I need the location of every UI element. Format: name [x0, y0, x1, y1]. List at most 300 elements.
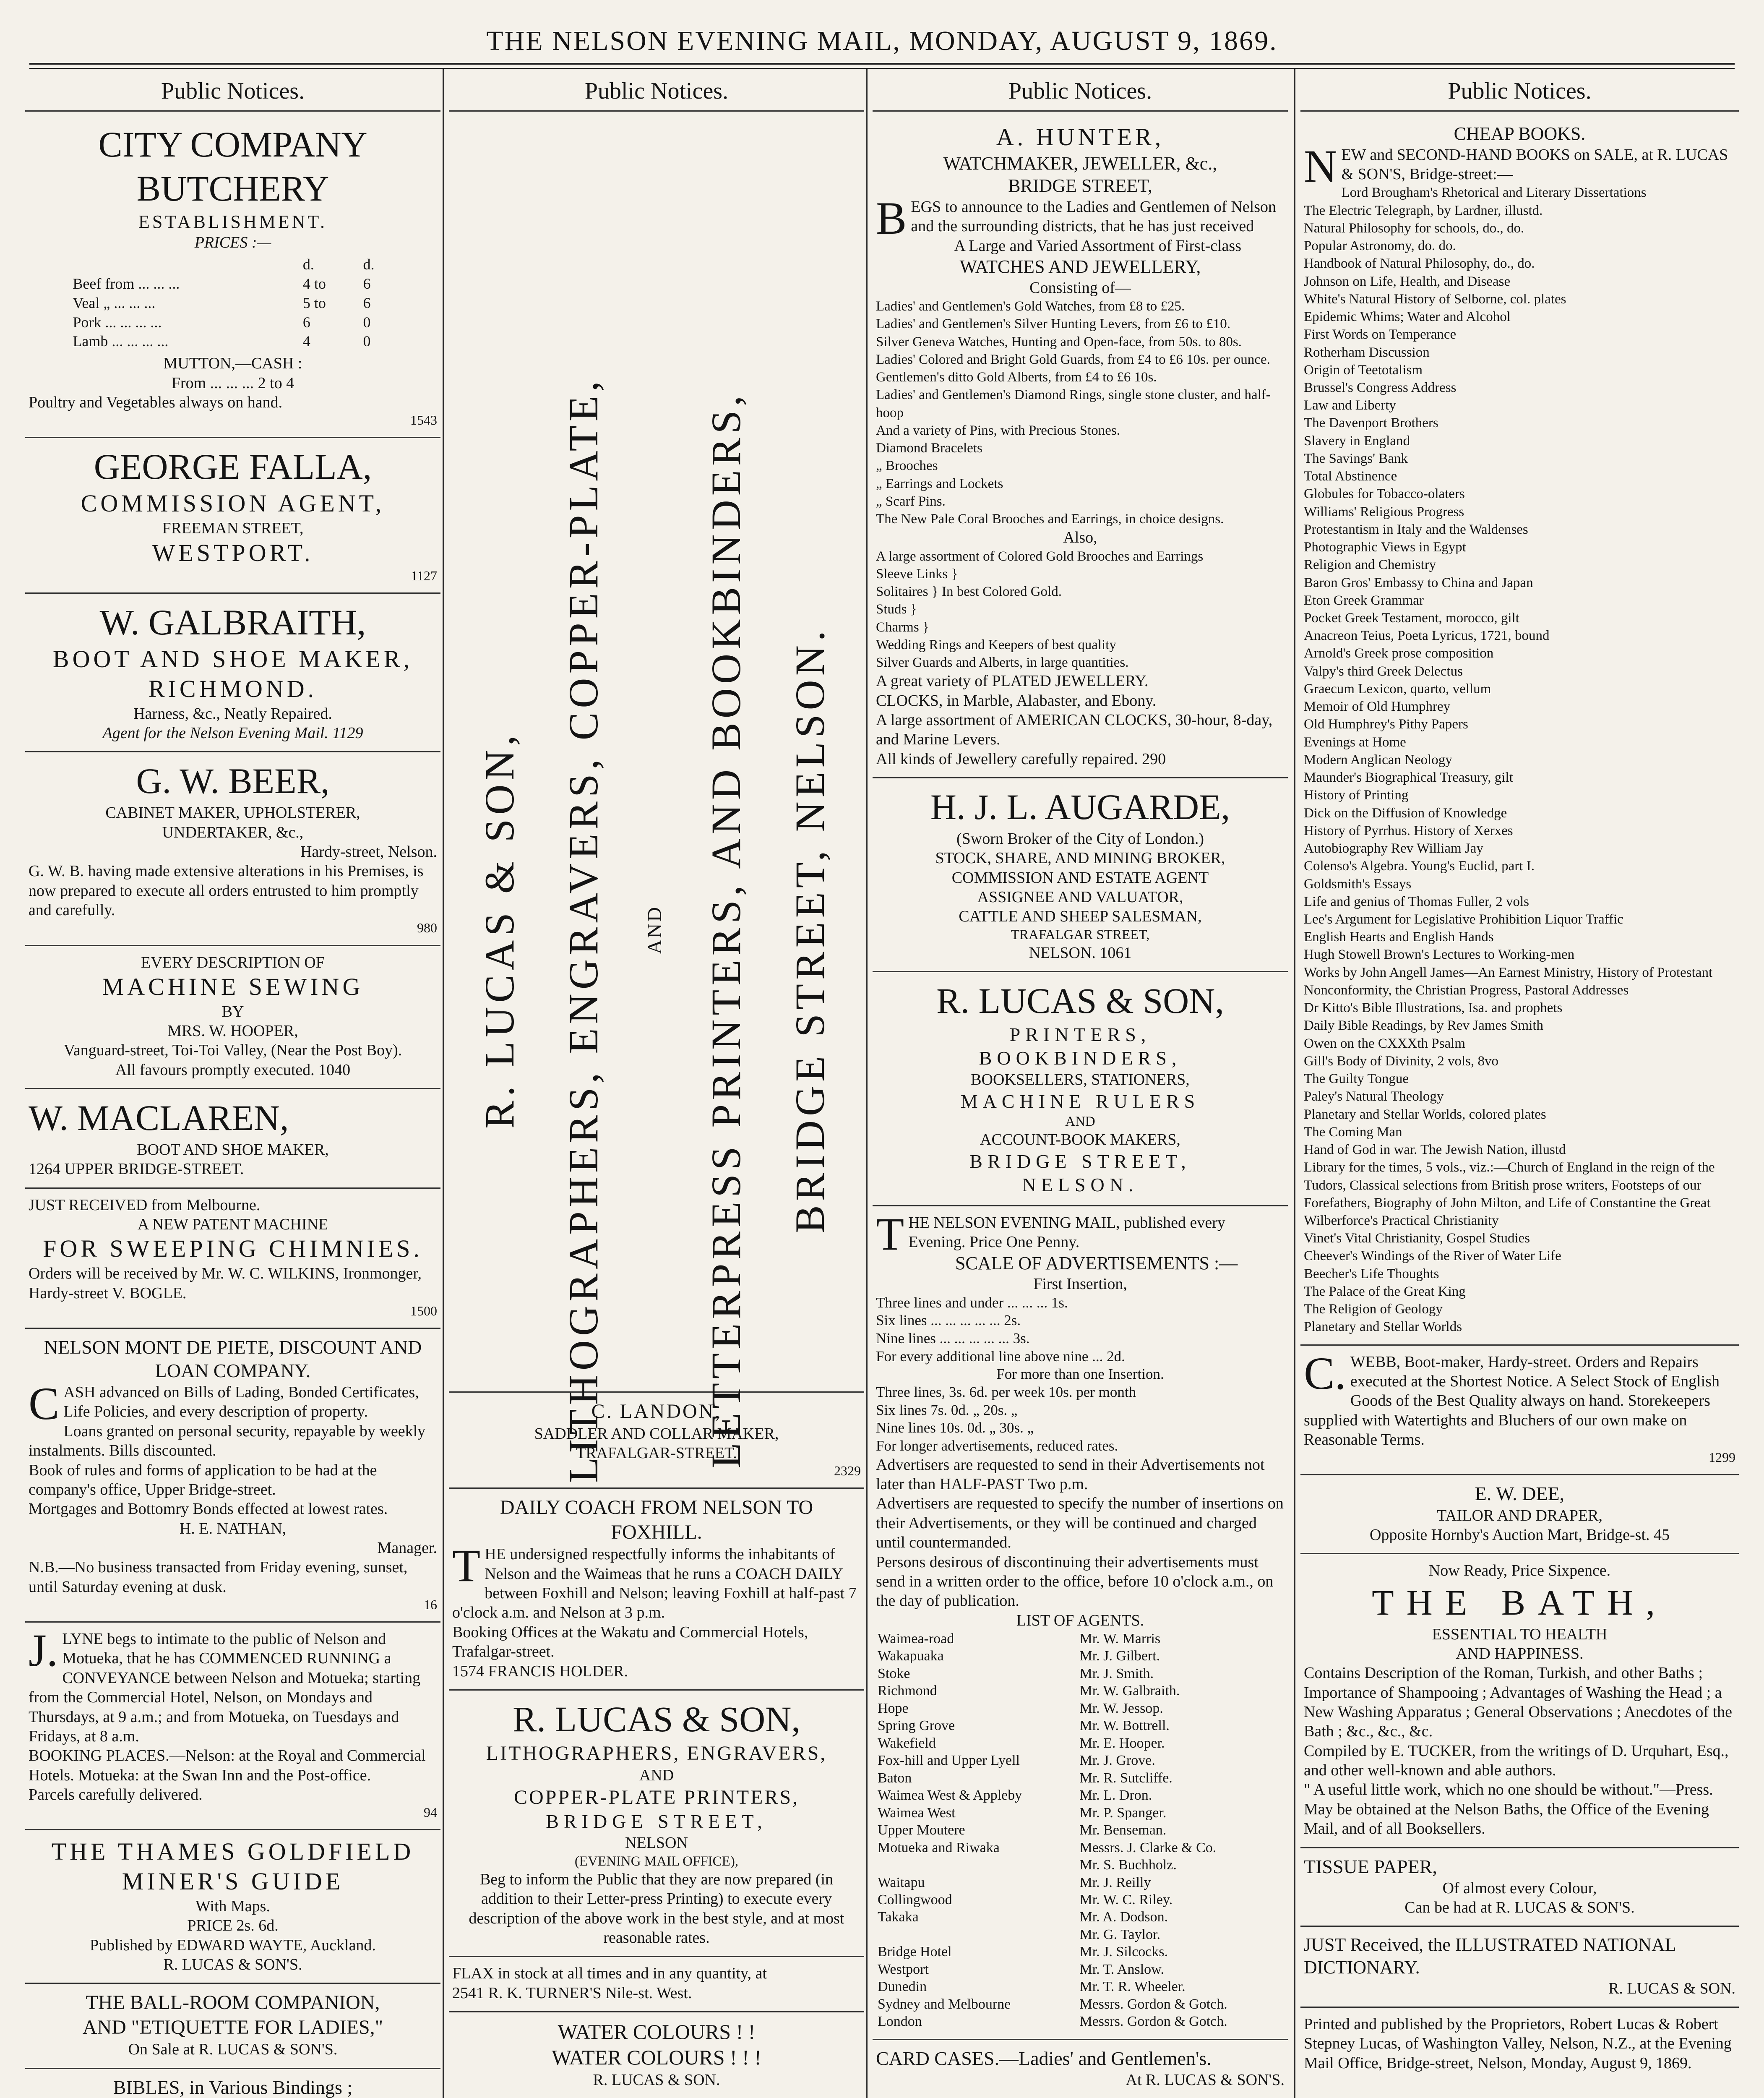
book-title: The Davenport Brothers	[1304, 415, 1438, 431]
list-item: Ladies' and Gentlemen's Silver Hunting Levers, from £6 to £10.	[876, 316, 1230, 332]
ad-dee-tailor	[1300, 1475, 1739, 1554]
book-title: Anacreon Teius, Poeta Lyricus, 1721, bound	[1304, 628, 1550, 644]
ad-title: DAILY COACH FROM NELSON TO FOXHILL.	[500, 1496, 813, 1543]
book-title: Arnold's Greek prose composition	[1304, 646, 1494, 661]
ad-body: CASH advanced on Bills of Lading, Bonded Certificates, Life Policies, and every description of property.	[29, 1378, 419, 1430]
book-title: White's Natural History of Selborne, col. plates	[1304, 291, 1566, 307]
ad-title: TISSUE PAPER,	[1304, 1855, 1437, 1877]
agent-place: Motueka and Riwaka	[878, 1840, 1000, 1855]
book-title: Old Humphrey's Pithy Papers	[1304, 717, 1468, 732]
list-item: Gentlemen's ditto Gold Alberts, from £4 to £6 10s.	[876, 370, 1157, 385]
ad-augarde	[873, 778, 1288, 972]
agent-name: Mr. T. Anslow.	[1079, 1961, 1164, 1977]
mutton-price: From ... ... ... 2 to 4	[171, 374, 294, 392]
ad-title: E. W. DEE,	[1475, 1483, 1565, 1505]
column-heading: Public Notices.	[1300, 73, 1739, 112]
ad-illustrated-dictionary	[1300, 1927, 1739, 2008]
book-title: Goldsmith's Essays	[1304, 876, 1412, 892]
book-title: Library for the times, 5 vols., viz.:—Church of England in the reign of the Tudors, Classical selections from British prose writers, Footsteps of our Forefathers, Biography of John Milton, and Life of Constantine the Great	[1304, 1160, 1715, 1211]
ad-line: MACHINE RULERS	[960, 1090, 1200, 1112]
agent-place: Bridge Hotel	[878, 1944, 952, 1960]
rotated-line: AND	[643, 905, 666, 954]
agent-row	[876, 1996, 1285, 2013]
list-item: „ Brooches	[876, 458, 938, 474]
ad-tissue-paper	[1300, 1848, 1739, 1927]
agent-name: Mr. J. Grove.	[1079, 1753, 1155, 1769]
column-heading: Public Notices.	[873, 73, 1288, 112]
book-title: Paley's Natural Theology	[1304, 1089, 1444, 1104]
ad-the-bath	[1300, 1554, 1739, 1848]
agent-place: Waimea-road	[878, 1631, 954, 1647]
ad-title: THE BALL-ROOM COMPANION,	[86, 1991, 380, 2014]
book-title: History of Printing	[1304, 788, 1409, 803]
agent-name: Messrs. Gordon & Gotch.	[1079, 2014, 1227, 2030]
book-title: Planetary and Stellar Worlds	[1304, 1319, 1462, 1335]
ad-hunter-watchmaker	[873, 116, 1288, 778]
ad-line: AND "ETIQUETTE FOR LADIES,"	[82, 2016, 383, 2038]
ad-title: BIBLES, in Various Bindings ;	[113, 2076, 353, 2098]
book-title: Protestantism in Italy and the Waldenses	[1304, 522, 1528, 537]
ad-card-cases	[873, 2040, 1288, 2098]
agent-place: Fox-hill and Upper Lyell	[878, 1753, 1020, 1769]
ad-title: A. HUNTER,	[996, 123, 1165, 151]
rate-line: Three lines, 3s. 6d. per week 10s. per month	[876, 1383, 1136, 1400]
ad-title: W. GALBRAITH,	[99, 602, 366, 643]
ad-body: " A useful little work, which no one should be without."—Press.	[1304, 1781, 1713, 1799]
price-row: Pork ... ... ... ... 6 0	[73, 313, 371, 331]
agent-place: Hope	[878, 1700, 909, 1716]
agent-row	[876, 1752, 1285, 1769]
masthead-rule	[29, 63, 1735, 65]
agent-name: Mr. R. Sutcliffe.	[1079, 1770, 1173, 1786]
ad-line: CATTLE AND SHEEP SALESMAN,	[959, 908, 1202, 926]
book-title: Religion and Chemistry	[1304, 557, 1436, 573]
ad-line: TAILOR AND DRAPER,	[1437, 1506, 1602, 1524]
book-title: Vinet's Vital Christianity, Gospel Studies	[1304, 1231, 1530, 1246]
ad-evening-mail-rates	[873, 1206, 1288, 2040]
book-title: Dick on the Diffusion of Knowledge	[1304, 805, 1507, 821]
ad-line: LITHOGRAPHERS, ENGRAVERS,	[486, 1742, 827, 1764]
agent-row	[876, 1682, 1285, 1699]
agent-place: Dunedin	[878, 1979, 927, 1995]
ad-body: Beg to inform the Public that they are now prepared (in addition to their Letter-press Printing) to execute every description of the above work in the best style, and at most reasonable rates.	[469, 1870, 844, 1947]
book-title: Daily Bible Readings, by Rev James Smith	[1304, 1018, 1544, 1033]
agent-name: Mr. J. Silcocks.	[1079, 1944, 1168, 1960]
agent-place	[876, 1856, 1078, 1874]
book-title: Johnson on Life, Health, and Disease	[1304, 274, 1511, 289]
ad-lucas-printers	[873, 972, 1288, 1206]
book-title: Total Abstinence	[1304, 469, 1397, 484]
ad-title: THE BATH,	[1372, 1582, 1668, 1623]
book-title: Evenings at Home	[1304, 734, 1406, 750]
rate-line: Three lines and under ... ... ... 1s.	[876, 1294, 1068, 1311]
ad-line: R. LUCAS & SON.	[593, 2071, 720, 2089]
book-title: Lord Brougham's Rhetorical and Literary Dissertations	[1341, 185, 1647, 201]
ad-body: N.B.—No business transacted from Friday evening, sunset, until Saturday evening at dusk.	[29, 1558, 408, 1596]
ad-line: SADDLER AND COLLAR MAKER,	[534, 1425, 779, 1443]
book-title: Hand of God in war. The Jewish Nation, illustd	[1304, 1142, 1566, 1158]
ad-line: WESTPORT.	[152, 539, 314, 566]
agent-name: Mr. J. Gilbert.	[1079, 1648, 1160, 1664]
agents-heading: LIST OF AGENTS.	[1016, 1611, 1144, 1629]
agent-row	[876, 1769, 1285, 1787]
list-item: Solitaires } In best Colored Gold.	[876, 584, 1062, 600]
ad-line: Published by EDWARD WAYTE, Auckland.	[90, 1936, 376, 1954]
agent-place: Baton	[878, 1770, 912, 1786]
masthead-rule-thin	[29, 68, 1735, 69]
prices-label: PRICES :—	[194, 234, 271, 252]
ad-machine-sewing	[25, 946, 440, 1090]
agent-name: Mr. W. Marris	[1079, 1631, 1161, 1647]
ad-body: Advertisers are requested to specify the number of insertions on their Advertisements, or they will be continued and charged until countermanded.	[876, 1495, 1284, 1552]
agent-place: Collingwood	[878, 1892, 952, 1908]
masthead: THE NELSON EVENING MAIL, MONDAY, AUGUST 9, 1869.	[486, 26, 1278, 56]
book-title: Graecum Lexicon, quarto, vellum	[1304, 681, 1491, 697]
agent-name: Mr. Benseman.	[1079, 1822, 1167, 1838]
price-row: Lamb ... ... ... ... 4 0	[73, 333, 371, 350]
agent-name: Mr. W. Galbraith.	[1079, 1683, 1180, 1699]
ad-line: STOCK, SHARE, AND MINING BROKER,	[935, 849, 1225, 867]
ad-line: Also,	[1063, 529, 1097, 547]
ad-maclaren	[25, 1089, 440, 1189]
ad-ball-room-companion	[25, 1984, 440, 2069]
agent-place: Waimea West	[878, 1805, 956, 1821]
agent-name: Mr. A. Dodson.	[1079, 1909, 1168, 1925]
ad-body: Booking Offices at the Wakatu and Commercial Hotels, Trafalgar-street.	[452, 1623, 808, 1661]
book-title: Epidemic Whims; Water and Alcohol	[1304, 309, 1511, 325]
ad-title: R. LUCAS & SON,	[513, 1699, 800, 1739]
column-1	[25, 73, 440, 2098]
agent-row	[876, 1874, 1285, 1891]
ad-lyne-coaches	[25, 1623, 440, 1830]
book-title: Rotherham Discussion	[1304, 344, 1430, 360]
book-title: Maunder's Biographical Treasury, gilt	[1304, 770, 1513, 785]
ad-line: 2541 R. K. TURNER'S Nile-st. West.	[452, 1984, 692, 2002]
agent-name: Mr. S. Buchholz.	[1079, 1857, 1177, 1873]
list-item: Ladies' and Gentlemen's Gold Watches, from £8 to £25.	[876, 299, 1185, 314]
book-title: History of Pyrrhus. History of Xerxes	[1304, 823, 1513, 838]
ad-body: THE undersigned respectfully informs the inhabitants of Nelson and the Waimeas that he runs a COACH DAILY between Foxhill and Nelson; leaving Foxhill at half-past 7 o'clock a.m. and Nelson at 3 p.m.	[452, 1540, 857, 1622]
ad-sweeping-machine	[25, 1189, 440, 1329]
book-title: Handbook of Natural Philosophy, do., do.	[1304, 256, 1535, 271]
ad-title: GEORGE FALLA,	[94, 446, 372, 487]
ad-line: A large assortment of AMERICAN CLOCKS, 30-hour, 8-day, and Marine Levers.	[876, 711, 1273, 749]
ad-line: 1264 UPPER BRIDGE-STREET.	[29, 1160, 244, 1178]
ad-line: RICHMOND.	[148, 675, 318, 702]
book-title: Hugh Stowell Brown's Lectures to Working-men	[1304, 947, 1575, 963]
ad-title: FOR SWEEPING CHIMNIES.	[43, 1235, 423, 1263]
rotated-line: LETTERPRESS PRINTERS, AND BOOKBINDERS,	[702, 391, 749, 1469]
ad-body: THE NELSON EVENING MAIL, published every Evening. Price One Penny.	[876, 1208, 1225, 1260]
agent-place: Wakapuaka	[878, 1648, 944, 1664]
book-title: Valpy's third Greek Delectus	[1304, 663, 1463, 679]
ad-line: On Sale at R. LUCAS & SON'S.	[128, 2041, 338, 2059]
ad-line: First Insertion,	[1033, 1275, 1127, 1293]
book-title: Law and Liberty	[1304, 398, 1396, 413]
ad-body: Persons desirous of discontinuing their advertisements must send in a written order to the office, before 10 o'clock a.m., on the day of publication.	[876, 1553, 1274, 1610]
book-title: Beecher's Life Thoughts	[1304, 1266, 1439, 1281]
ad-line: NELSON. 1061	[1029, 944, 1132, 962]
agent-row	[876, 1821, 1285, 1839]
list-item: And a variety of Pins, with Precious Stones.	[876, 423, 1120, 438]
agents-table	[876, 1630, 1285, 2030]
ad-line: BY	[221, 1002, 244, 1020]
ad-bibles	[25, 2069, 440, 2098]
ad-ref: 1299	[1709, 1450, 1735, 1465]
ad-subtitle: ESTABLISHMENT.	[138, 211, 327, 232]
goods-list	[876, 297, 1285, 528]
ad-line: JUST RECEIVED from Melbourne.	[29, 1196, 261, 1214]
ad-body: Advertisers are requested to send in their Advertisements not later than HALF-PAST Two p.m.	[876, 1456, 1265, 1493]
book-title: Wilberforce's Practical Christianity	[1304, 1213, 1499, 1228]
book-title: The Religion of Geology	[1304, 1302, 1443, 1317]
ad-title: MACHINE SEWING	[102, 973, 364, 1000]
column-divider	[1294, 69, 1295, 2098]
book-title: Colenso's Algebra. Young's Euclid, part I.	[1304, 859, 1535, 874]
ad-line: BRIDGE STREET,	[546, 1811, 767, 1832]
ad-george-falla	[25, 438, 440, 594]
agent-place: Takaka	[878, 1909, 919, 1925]
agent-name: Mr. W. C. Riley.	[1079, 1892, 1173, 1908]
ad-body: NEW and SECOND-HAND BOOKS on SALE, at R. LUCAS & SON'S, Bridge-street:—	[1304, 140, 1728, 192]
ad-line: EVERY DESCRIPTION OF	[141, 953, 325, 971]
agent-name: Messrs. J. Clarke & Co.	[1079, 1840, 1217, 1855]
ad-ref: 94	[424, 1805, 437, 1820]
ad-thames-goldfield	[25, 1830, 440, 1984]
agent-name: Mr. E. Hooper.	[1079, 1735, 1165, 1751]
list-item: The New Pale Coral Brooches and Earrings, in choice designs.	[876, 511, 1224, 527]
list-item: A large assortment of Colored Gold Brooches and Earrings	[876, 548, 1204, 564]
book-title: Globules for Tobacco-olaters	[1304, 486, 1465, 502]
imprint	[1300, 2008, 1739, 2081]
agent-row	[876, 1961, 1285, 1978]
book-title: The Palace of the Great King	[1304, 1284, 1466, 1299]
book-title: Lee's Argument for Legislative Prohibition Liquor Traffic	[1304, 912, 1623, 927]
agent-place	[876, 1926, 1078, 1943]
ad-title: C. LANDON,	[591, 1400, 722, 1422]
ad-title: JUST Received, the ILLUSTRATED NATIONAL DICTIONARY.	[1304, 1934, 1675, 1978]
agent-name: Messrs. Gordon & Gotch.	[1079, 1996, 1227, 2012]
agent-place: Sydney and Melbourne	[878, 1996, 1011, 2012]
ad-line: All kinds of Jewellery carefully repaired. 290	[876, 750, 1166, 768]
ad-line: Of almost every Colour,	[1442, 1879, 1597, 1897]
list-item: Charms }	[876, 619, 929, 635]
agent-name: Mr. W. Jessop.	[1079, 1700, 1163, 1716]
ad-line: Hardy-street, Nelson.	[300, 843, 437, 861]
ad-line: Manager.	[377, 1539, 437, 1557]
list-item: „ Earrings and Lockets	[876, 476, 1003, 491]
ad-body: Parcels carefully delivered.	[29, 1785, 203, 1803]
ad-body: C.WEBB, Boot-maker, Hardy-street. Orders and Repairs executed at the Shortest Notice. A Select Stock of English Goods of the Best Quality always on hand. Storekeepers supplied with Watertights and Bluchers of our own make on Reasonable Terms.	[1304, 1347, 1720, 1449]
list-item: Silver Guards and Alberts, in large quantities.	[876, 655, 1129, 671]
ad-line: UNDERTAKER, &c.,	[162, 823, 304, 841]
agent-row	[876, 1839, 1285, 1856]
ad-body: J.LYNE begs to intimate to the public of Nelson and Motueka, that he has COMMENCED RUNNING a CONVEYANCE between Nelson and Motueka; starting from the Commercial Hotel, Nelson, on Mondays and Thursdays, at 9 a.m.; and from Motueka, on Tuesdays and Fridays, at 8 a.m.	[29, 1625, 421, 1745]
book-title: Planetary and Stellar Worlds, colored plates	[1304, 1106, 1546, 1122]
ad-line: (Sworn Broker of the City of London.)	[956, 830, 1204, 848]
agent-row	[876, 2013, 1285, 2030]
ad-ref: 1127	[411, 568, 437, 584]
ad-body: May be obtained at the Nelson Baths, the Office of the Evening Mail, and of all Booksellers.	[1304, 1800, 1709, 1838]
imprint-text: Printed and published by the Proprietors, Robert Lucas & Robert Stepney Lucas, of Washington Valley, Nelson, N.Z., at the Evening Mail Office, Bridge-street, Nelson, Monday, August 9, 1869.	[1304, 2015, 1732, 2072]
ad-line: ESSENTIAL TO HEALTH	[1432, 1625, 1608, 1643]
column-4	[1300, 73, 1739, 2098]
list-item: Ladies' and Gentlemen's Diamond Rings, single stone cluster, and half-hoop	[876, 387, 1271, 420]
list-item: Studs }	[876, 602, 917, 617]
agent-row	[876, 1717, 1285, 1734]
book-title: Slavery in England	[1304, 433, 1410, 449]
agent-name: Mr. G. Taylor.	[1079, 1926, 1160, 1942]
ad-line: A Large and Varied Assortment of First-class	[954, 237, 1241, 255]
agent-row	[876, 1891, 1285, 1908]
ad-line: Consisting of—	[1029, 279, 1131, 297]
ad-water-colours	[449, 2012, 864, 2098]
ad-line: ASSIGNEE AND VALUATOR,	[977, 888, 1183, 906]
price-row: Beef from ... ... ... 4 to 6	[73, 275, 371, 292]
ad-title: W. MACLAREN,	[29, 1098, 289, 1138]
ad-signature: H. E. NATHAN,	[179, 1519, 287, 1537]
agent-row	[876, 1943, 1285, 1960]
ad-line: BRIDGE STREET,	[1008, 175, 1152, 196]
agent-row	[876, 1856, 1285, 1874]
ad-ref: 1543	[410, 412, 437, 428]
ad-line: AND	[1065, 1114, 1095, 1129]
ad-line: BOOT AND SHOE MAKER,	[52, 645, 413, 673]
book-title: Brussel's Congress Address	[1304, 380, 1457, 395]
rate-line: For every additional line above nine ... 2d.	[876, 1348, 1125, 1365]
book-title: First Words on Temperance	[1304, 327, 1457, 342]
ad-line: NELSON	[625, 1834, 688, 1852]
ad-title: THE THAMES GOLDFIELD	[51, 1838, 414, 1866]
agent-place: London	[878, 2014, 922, 2030]
ad-ref: 980	[417, 920, 437, 936]
agent-place: Wakefield	[878, 1735, 936, 1751]
ad-line: CLOCKS, in Marble, Alabaster, and Ebony.	[876, 692, 1157, 710]
ad-cheap-books	[1300, 116, 1739, 1346]
column-3	[873, 73, 1288, 2098]
goods-list	[876, 548, 1285, 672]
agent-name: Mr. W. Bottrell.	[1079, 1718, 1170, 1734]
agent-place: Richmond	[878, 1683, 937, 1699]
list-item: Sleeve Links }	[876, 566, 958, 582]
agent-name: Mr. P. Spanger.	[1079, 1805, 1167, 1821]
book-title: The Electric Telegraph, by Lardner, illustd.	[1304, 203, 1543, 218]
book-title: Origin of Teetotalism	[1304, 362, 1423, 378]
ad-line: PRICE 2s. 6d.	[187, 1917, 279, 1935]
ad-line: Vanguard-street, Toi-Toi Valley, (Near the Post Boy).	[63, 1041, 402, 1059]
ad-line: COMMISSION AGENT,	[81, 490, 385, 517]
rate-line: Six lines 7s. 0d. „ 20s. „	[876, 1401, 1018, 1418]
price-row: Veal „ ... ... ... 5 to 6	[73, 294, 371, 311]
ad-line: PRINTERS,	[1009, 1024, 1151, 1046]
agent-place: Westport	[878, 1961, 929, 1977]
agent-row	[876, 1647, 1285, 1665]
list-item: Diamond Bracelets	[876, 441, 982, 456]
ad-line: All favours promptly executed. 1040	[115, 1061, 351, 1079]
ad-line: ACCOUNT-BOOK MAKERS,	[980, 1131, 1180, 1149]
ad-line: A great variety of PLATED JEWELLERY.	[876, 672, 1149, 690]
ad-body: Poultry and Vegetables always on hand.	[29, 394, 283, 412]
book-title: Photographic Views in Egypt	[1304, 540, 1466, 555]
column-heading: Public Notices.	[449, 73, 864, 112]
ad-line: Now Ready, Price Sixpence.	[1428, 1562, 1611, 1580]
ad-line: Harness, &c., Neatly Repaired.	[133, 705, 332, 723]
ad-body: Compiled by E. TUCKER, from the writings of D. Urquhart, Esq., and other well-known and able authors.	[1304, 1742, 1729, 1780]
agent-row	[876, 1926, 1285, 1943]
agent-row	[876, 1735, 1285, 1752]
ad-line: With Maps.	[195, 1897, 270, 1915]
book-title: The Savings' Bank	[1304, 451, 1408, 466]
rate-line: Nine lines ... ... ... ... ... 3s.	[876, 1330, 1030, 1346]
ad-mont-de-piete	[25, 1329, 440, 1623]
agent-place: Spring Grove	[878, 1718, 955, 1734]
ad-webb-bootmaker	[1300, 1346, 1739, 1476]
book-title: Memoir of Old Humphrey	[1304, 699, 1451, 715]
ad-line: COPPER-PLATE PRINTERS,	[513, 1786, 800, 1808]
book-title: Eton Greek Grammar	[1304, 592, 1424, 608]
ad-line: MINER'S GUIDE	[122, 1868, 344, 1895]
agent-place: Stoke	[878, 1665, 910, 1681]
book-title: Works by John Angell James—An Earnest Ministry, History of Protestant Nonconformity, the Christian Progress, Pastoral Addresses	[1304, 965, 1713, 998]
ad-body: Mortgages and Bottomry Bonds effected at lowest rates.	[29, 1500, 388, 1518]
agent-place: Waitapu	[878, 1874, 925, 1890]
ad-ref: 2329	[834, 1463, 861, 1479]
ad-line: (EVENING MAIL OFFICE),	[574, 1853, 739, 1869]
ad-title: CARD CASES.—Ladies' and Gentlemen's.	[876, 2047, 1212, 2069]
ad-body: G. W. B. having made extensive alterations in his Premises, is now prepared to execute all orders entrusted to him promptly and carefully.	[29, 862, 424, 919]
book-title: The Guilty Tongue	[1304, 1071, 1409, 1087]
ad-title: G. W. BEER,	[136, 761, 330, 801]
ad-body: Loans granted on personal security, repayable by weekly instalments. Bills discounted.	[29, 1422, 426, 1460]
ad-line: BOOKSELLERS, STATIONERS,	[971, 1071, 1190, 1089]
ad-line: WATER COLOURS ! ! !	[552, 2046, 761, 2069]
list-item: „ Scarf Pins.	[876, 493, 946, 509]
ad-g-w-beer	[25, 752, 440, 946]
ad-line: TRAFALGAR STREET,	[1011, 927, 1150, 942]
rate-line: Nine lines 10s. 0d. „ 30s. „	[876, 1420, 1034, 1436]
agent-row	[876, 1804, 1285, 1821]
ad-line: 1574 FRANCIS HOLDER.	[452, 1662, 628, 1680]
ad-body: Book of rules and forms of application to be had at the company's office, Upper Bridge-street.	[29, 1461, 377, 1498]
price-table: d. d. Beef from ... ... ... 4 to 6 Veal „ ... ... ... 5 to 6 Pork ... ... ... ... 6 0 Lamb ... ... ... ... 4 0	[69, 255, 396, 352]
column-divider	[443, 69, 444, 2098]
ad-body: Orders will be received by Mr. W. C. WILKINS, Ironmonger, Hardy-street V. BOGLE.	[29, 1265, 422, 1302]
ad-title: H. J. L. AUGARDE,	[930, 787, 1230, 827]
ad-city-butchery	[25, 116, 440, 438]
rotated-line: R. LUCAS & SON,	[476, 731, 523, 1129]
ad-body: BOOKING PLACES.—Nelson: at the Royal and Commercial Hotels. Motueka: at the Swan Inn and the Post-office.	[29, 1747, 426, 1784]
book-title: Williams' Religious Progress	[1304, 504, 1464, 519]
rotated-line: LITHOGRAPHERS, ENGRAVERS, COPPER-PLATE,	[560, 377, 607, 1483]
book-title: The Coming Man	[1304, 1124, 1402, 1140]
column-2	[449, 73, 864, 2098]
book-title: Cheever's Windings of the River of Water Life	[1304, 1248, 1561, 1264]
book-title: Baron Gros' Embassy to China and Japan	[1304, 575, 1533, 590]
agent-row	[876, 1700, 1285, 1717]
book-title: Pocket Greek Testament, morocco, gilt	[1304, 611, 1519, 626]
ad-line: FREEMAN STREET,	[162, 519, 304, 538]
mutton-label: MUTTON,—CASH :	[163, 355, 302, 373]
ad-line: BOOKBINDERS,	[979, 1047, 1182, 1069]
book-title: Owen on the CXXXth Psalm	[1304, 1036, 1465, 1051]
ad-line: NELSON.	[1022, 1174, 1139, 1195]
ad-title: WATER COLOURS ! !	[558, 2020, 756, 2044]
ad-body: FLAX in stock at all times and in any quantity, at	[452, 1965, 767, 1983]
ad-flax	[449, 1957, 864, 2012]
ad-line: MRS. W. HOOPER,	[167, 1022, 298, 1040]
ad-line: Agent for the Nelson Evening Mail. 1129	[102, 724, 363, 742]
book-title: Modern Anglican Neology	[1304, 752, 1452, 767]
